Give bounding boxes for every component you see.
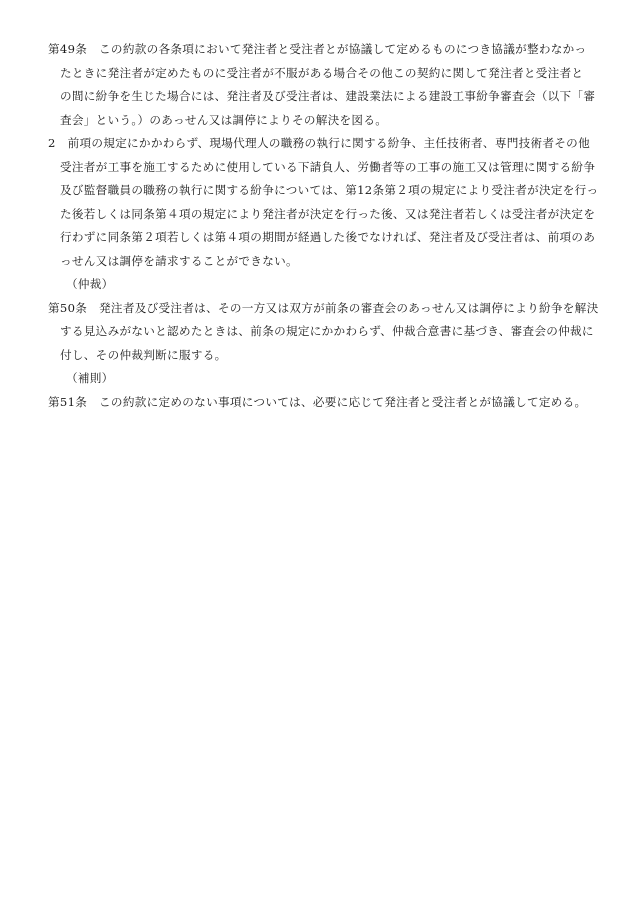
article-51 (48, 367, 588, 414)
paragraph-2-line-1: 2 前項の規定にかかわらず、現場代理人の職務の執行に関する紛争、主任技術者、専門技術者その他 (48, 136, 590, 150)
article-50-line-3: 付し、その仲裁判断に服する。 (60, 347, 227, 362)
article-50-line-1: 第50条 発注者及び受注者は、その一方又は双方が前条の審査会のあっせん又は調停により紛争を解決 (48, 300, 599, 315)
article-49-line-1: 第49条 この約款の各条項において発注者と受注者とが協議して定めるものにつき協議が整わなかっ (48, 42, 587, 56)
paragraph-2-line-3: 及び監督職員の職務の執行に関する紛争については、第12条第２項の規定により受注者が決定を行っ (60, 183, 599, 197)
article-50-line-2: する見込みがないと認めたときは、前条の規定にかかわらず、仲裁合意書に基づき、審査会の仲裁に (60, 324, 594, 338)
paragraph-2-line-4: た後若しくは同条第４項の規定により発注者が決定を行った後、又は発注者若しくは受注者が決定を (60, 206, 596, 221)
document-page (48, 38, 599, 414)
article-49-paragraph-2 (48, 132, 599, 273)
article-49-line-3: の間に紛争を生じた場合には、発注者及び受注者は、建設業法による建設工事紛争審査会（以下「審 (60, 89, 596, 103)
paragraph-2-line-2: 受注者が工事を施工するために使用している下請負人、労働者等の工事の施工又は管理に関する紛争 (60, 159, 596, 174)
article-51-caption: （補則） (66, 371, 114, 385)
article-51-line-1: 第51条 この約款に定めのない事項については、必要に応じて発注者と受注者とが協議して定める。 (48, 394, 587, 409)
article-49-line-4: 査会」という。）のあっせん又は調停によりその解決を図る。 (60, 112, 388, 127)
article-49-line-2: たときに発注者が定めたものに受注者が不服がある場合その他この契約に関して発注者と受注者と (60, 65, 584, 80)
article-49 (48, 38, 596, 132)
article-50-caption: （仲裁） (66, 277, 114, 291)
paragraph-2-line-6: っせん又は調停を請求することができない。 (60, 253, 298, 268)
paragraph-2-line-5: 行わずに同条第２項若しくは第４項の期間が経過した後でなければ、発注者及び受注者は、前項のあ (60, 230, 596, 244)
article-50 (48, 273, 599, 367)
